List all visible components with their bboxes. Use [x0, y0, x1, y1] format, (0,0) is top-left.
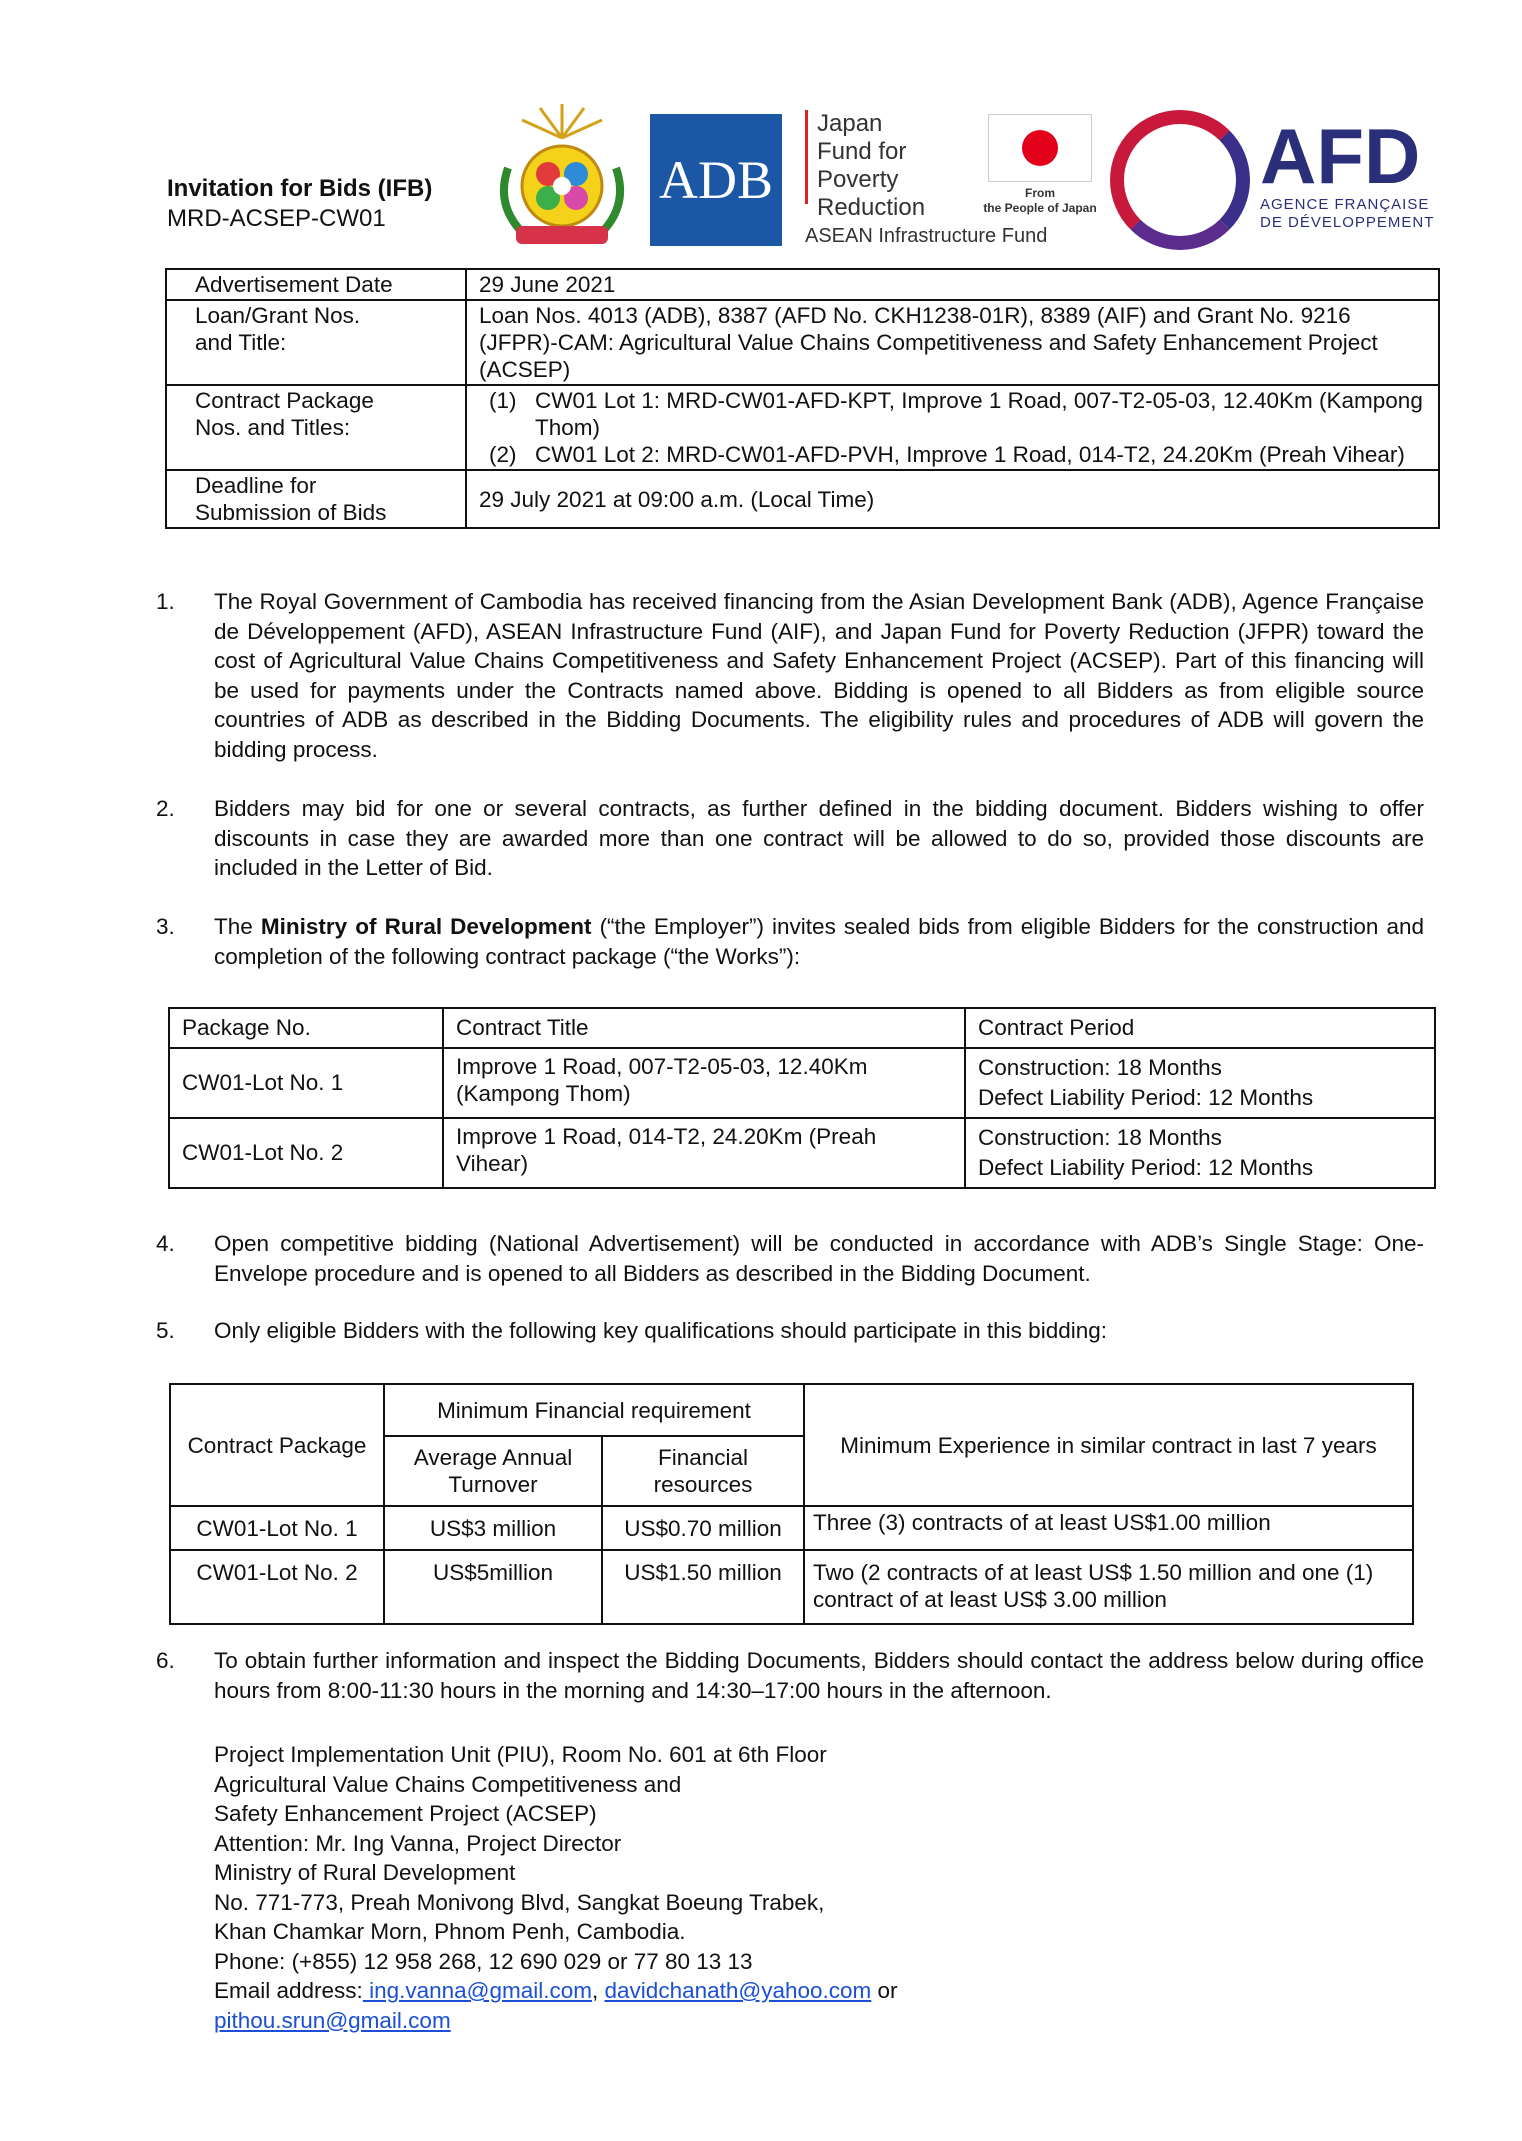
label-line: Contract Package [195, 388, 374, 413]
table-row [166, 385, 1439, 470]
address-line: Project Implementation Unit (PIU), Room No. 601 at 6th Floor [214, 1742, 827, 1767]
package-cell: CW01-Lot No. 1 [170, 1506, 384, 1550]
list-text: CW01 Lot 1: MRD-CW01-AFD-KPT, Improve 1 Road, 007-T2-05-03, 12.40Km (Kampong Thom) [535, 388, 1423, 440]
deadline-label [166, 470, 466, 528]
contact-address [214, 1740, 898, 2035]
resources-cell: US$0.70 million [602, 1506, 804, 1550]
table-row [169, 1048, 1435, 1118]
paragraph-5 [156, 1316, 1424, 1346]
table-header-row [169, 1008, 1435, 1048]
email-link-ing-vanna[interactable]: ing.vanna@gmail.com [362, 1978, 593, 2003]
paragraph-number: 3. [156, 914, 175, 939]
package-cell: CW01-Lot No. 2 [169, 1118, 443, 1188]
japan-aid-logo [975, 114, 1105, 224]
column-header-package: Contract Package [170, 1384, 384, 1506]
address-line: Agricultural Value Chains Competitiveness and [214, 1771, 682, 1797]
period-line: Construction: 18 Months [978, 1125, 1222, 1150]
afd-wordmark: AFD [1260, 112, 1421, 200]
column-header: Contract Period [965, 1008, 1435, 1048]
column-header: Contract Title [443, 1008, 965, 1048]
package-cell: CW01-Lot No. 1 [169, 1048, 443, 1118]
deadline-value: 29 July 2021 at 09:00 a.m. (Local Time) [466, 470, 1439, 528]
jfpr-text [817, 110, 925, 222]
list-item [479, 387, 1426, 441]
column-header: Package No. [169, 1008, 443, 1048]
ministry-emblem-logo [488, 98, 636, 254]
table-row [170, 1506, 1413, 1550]
employer-name: Ministry of Rural Development [260, 914, 592, 939]
jfpr-red-bar [805, 110, 808, 204]
japan-caption-line: the People of Japan [983, 201, 1097, 215]
paragraph-text: Open competitive bidding (National Advertisement) will be conducted in accordance with ADB’s Single Stage: One-Envelope procedure and is opened to all Bidders as described in the Bidding Document. [214, 1231, 1424, 1286]
paragraph-text [214, 912, 1424, 971]
adb-logo: ADB [650, 114, 782, 246]
contract-package-table [168, 1007, 1436, 1189]
paragraph-1 [156, 587, 1424, 764]
label-line: and Title: [195, 330, 287, 355]
afd-subtitle: DE DÉVELOPPEMENT [1260, 214, 1435, 231]
period-line: Defect Liability Period: 12 Months [978, 1085, 1314, 1110]
ifb-header [167, 174, 432, 234]
address-line: Attention: Mr. Ing Vanna, Project Director [214, 1830, 622, 1856]
advert-date-label: Advertisement Date [166, 269, 466, 300]
paragraph-6 [156, 1646, 1424, 1705]
experience-cell: Three (3) contracts of at least US$1.00 million [804, 1506, 1413, 1550]
table-header-row [170, 1384, 1413, 1436]
list-item [479, 441, 1426, 468]
package-list [479, 387, 1426, 468]
label-line: Deadline for [195, 473, 317, 498]
column-header-turnover: Average Annual Turnover [384, 1436, 602, 1506]
paragraph-number: 2. [156, 796, 175, 821]
turnover-cell: US$5million [384, 1550, 602, 1624]
japan-caption [975, 186, 1105, 216]
address-line: Ministry of Rural Development [214, 1860, 516, 1885]
jfpr-line: Poverty [817, 166, 899, 193]
column-header-resources: Financial resources [602, 1436, 804, 1506]
period-cell [965, 1118, 1435, 1188]
package-cell: CW01-Lot No. 2 [170, 1550, 384, 1624]
table-row [169, 1118, 1435, 1188]
paragraph-text: Only eligible Bidders with the following key qualifications should participate in this bidding: [214, 1318, 1108, 1343]
loan-label [166, 300, 466, 385]
paragraph-3 [156, 912, 1424, 971]
paragraph-text: Bidders may bid for one or several contracts, as further defined in the bidding document. Bidders wishing to offer discounts in case they are awarded more than one contract will be allowed to do so, provided those discounts are included in the Letter of Bid. [214, 796, 1424, 880]
text-run: (“the Employer”) invites sealed bids from eligible Bidders for the construction and completion of the following contract package (“the Works”): [214, 914, 1424, 969]
email-separator: , [592, 1978, 605, 2003]
table-row [170, 1550, 1413, 1624]
experience-cell: Two (2 contracts of at least US$ 1.50 million and one (1) contract of at least US$ 3.00 million [804, 1550, 1413, 1624]
bid-info-table [165, 268, 1440, 529]
jfpr-line: Japan [817, 110, 883, 137]
column-header-financial: Minimum Financial requirement [384, 1384, 804, 1436]
period-line: Construction: 18 Months [978, 1055, 1222, 1080]
label-line: Loan/Grant Nos. [195, 303, 361, 328]
paragraph-number: 5. [156, 1318, 175, 1343]
list-number: (1) [489, 388, 517, 413]
jfpr-line: Fund for [817, 138, 907, 165]
email-line [214, 1976, 898, 2006]
label-line: Nos. and Titles: [195, 415, 351, 440]
aif-logo-text: ASEAN Infrastructure Fund [805, 225, 1048, 247]
paragraph-number: 1. [156, 589, 175, 614]
package-list-cell [466, 385, 1439, 470]
japan-flag-icon [988, 114, 1092, 182]
period-cell [965, 1048, 1435, 1118]
list-number: (2) [489, 442, 517, 467]
paragraph-text: To obtain further information and inspect the Bidding Documents, Bidders should contact the address below during office hours from 8:00-11:30 hours in the morning and 14:30–17:00 hours in the afternoon. [214, 1648, 1424, 1703]
paragraph-4 [156, 1229, 1424, 1288]
text-run: The [214, 914, 261, 939]
afd-logo [1260, 112, 1450, 232]
table-row [166, 269, 1439, 300]
paragraph-number: 6. [156, 1648, 175, 1673]
document-title: Invitation for Bids (IFB) [167, 175, 433, 202]
address-line: Phone: (+855) 12 958 268, 12 690 029 or 77 80 13 13 [214, 1948, 753, 1974]
address-line: No. 771-773, Preah Monivong Blvd, Sangkat Boeung Trabek, [214, 1889, 825, 1915]
email-link-davidchanath[interactable]: davidchanath@yahoo.com [604, 1978, 872, 2003]
column-header-experience: Minimum Experience in similar contract in last 7 years [804, 1384, 1413, 1506]
turnover-cell: US$3 million [384, 1506, 602, 1550]
loan-value: Loan Nos. 4013 (ADB), 8387 (AFD No. CKH1238-01R), 8389 (AIF) and Grant No. 9216 (JFPR)-CAM: Agricultural Value Chains Competitiveness and Safety Enhancement Project (ACSEP) [466, 300, 1439, 385]
package-label [166, 385, 466, 470]
period-line: Defect Liability Period: 12 Months [978, 1155, 1314, 1180]
table-row [166, 300, 1439, 385]
qualification-table [169, 1383, 1414, 1625]
paragraph-number: 4. [156, 1231, 175, 1256]
table-row [166, 470, 1439, 528]
list-text: CW01 Lot 2: MRD-CW01-AFD-PVH, Improve 1 Road, 014-T2, 24.20Km (Preah Vihear) [535, 442, 1405, 467]
title-cell: Improve 1 Road, 007-T2-05-03, 12.40Km (Kampong Thom) [443, 1048, 965, 1118]
paragraph-2 [156, 794, 1424, 883]
jfpr-line: Reduction [817, 194, 926, 221]
resources-cell: US$1.50 million [602, 1550, 804, 1624]
email-link-pithou-srun[interactable]: pithou.srun@gmail.com [214, 2007, 451, 2033]
title-cell: Improve 1 Road, 014-T2, 24.20Km (Preah Vihear) [443, 1118, 965, 1188]
afd-ring-icon [1110, 110, 1250, 250]
address-line: Safety Enhancement Project (ACSEP) [214, 1801, 597, 1826]
advert-date-value: 29 June 2021 [466, 269, 1439, 300]
address-line: Khan Chamkar Morn, Phnom Penh, Cambodia. [214, 1919, 686, 1944]
email-label: Email address: [214, 1978, 363, 2003]
afd-subtitle: AGENCE FRANÇAISE [1260, 196, 1430, 213]
paragraph-text: The Royal Government of Cambodia has received financing from the Asian Development Bank (ADB), Agence Française de Développement (AFD), ASEAN Infrastructure Fund (AIF), and Japan Fund for Poverty Reduction (JFPR) toward the cost of Agricultural Value Chains Competitiveness and Safety Enhancement Project (ACSEP). Part of this financing will be used for payments under the Contracts named above. Bidding is opened to all Bidders as from eligible source countries of ADB as described in the Bidding Documents. The eligibility rules and procedures of ADB will govern the bidding process. [214, 589, 1424, 762]
sponsor-logos [480, 98, 1440, 258]
email-or: or [871, 1978, 898, 2003]
label-line: Submission of Bids [195, 500, 387, 525]
japan-caption-line: From [1025, 186, 1055, 200]
document-reference: MRD-ACSEP-CW01 [167, 205, 386, 232]
